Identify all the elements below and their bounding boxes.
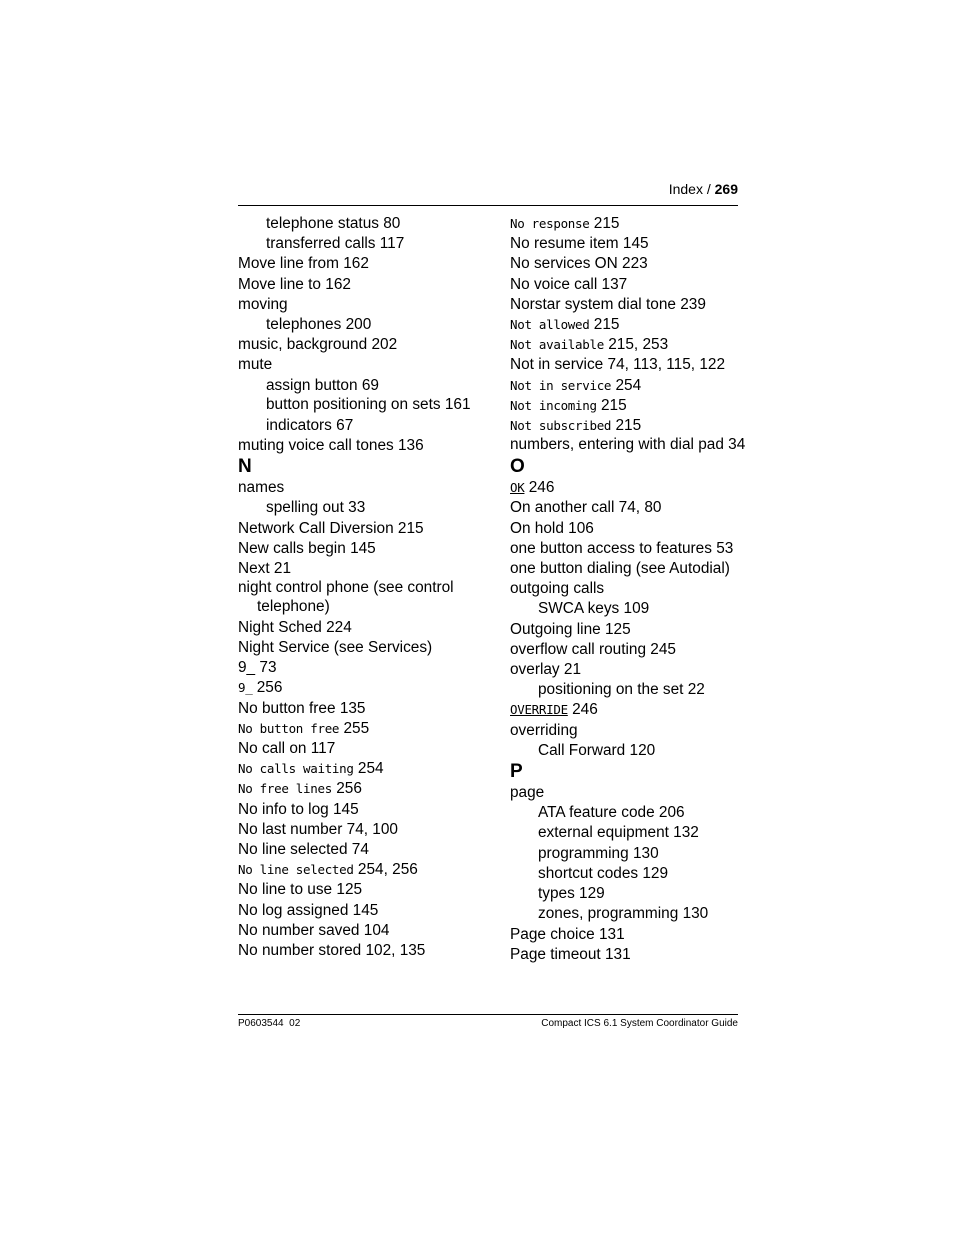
page-refs: 215	[589, 215, 620, 232]
index-entry: No resume item 145	[510, 235, 649, 253]
display-text: No button free	[238, 720, 340, 736]
page-refs: 254	[353, 760, 384, 778]
index-subentry: spelling out 33	[266, 499, 366, 517]
index-subentry: assign button 69	[266, 376, 379, 394]
index-entry: On hold 106	[510, 519, 594, 537]
index-entry: one button dialing (see Autodial)	[510, 560, 730, 578]
index-subentry: programming 130	[538, 844, 659, 862]
index-entry: No last number 74, 100	[238, 820, 398, 838]
index-entry: Night Service (see Services)	[238, 638, 433, 656]
page-refs: 256	[331, 780, 362, 798]
display-text: 9_	[238, 680, 253, 696]
display-text: Not subscribed	[510, 418, 612, 434]
index-subentry: types 129	[538, 885, 605, 903]
index-entry: Move line from 162	[238, 255, 369, 273]
display-text: Not allowed	[510, 317, 590, 333]
running-head	[669, 181, 738, 197]
footer-rule	[238, 1014, 738, 1015]
index-entry: Next 21	[238, 560, 292, 578]
index-subentry: Call Forward 120	[538, 741, 656, 759]
index-subentry: ATA feature code 206	[538, 804, 685, 822]
index-entry: overriding	[510, 721, 578, 739]
index-entry: New calls begin 145	[238, 539, 376, 557]
index-entry	[510, 396, 750, 416]
index-entry	[238, 779, 488, 799]
index-entry: No voice call 137	[510, 275, 628, 293]
index-entry: one button access to features 53	[510, 539, 734, 557]
index-entry: music, background 202	[238, 336, 398, 354]
index-letter-heading: O	[510, 456, 525, 478]
index-entry: Norstar system dial tone 239	[510, 295, 706, 313]
index-entry: No button free 135	[238, 699, 366, 717]
page-number: 269	[714, 181, 738, 197]
index-subentry: button positioning on sets 161	[266, 395, 471, 413]
display-text: OK	[510, 480, 525, 496]
display-text: No line selected	[238, 862, 354, 878]
index-entry: Move line to 162	[238, 275, 351, 293]
page-refs: 254, 256	[353, 861, 418, 879]
index-entry: page	[510, 784, 545, 802]
index-entry: numbers, entering with dial pad 34	[510, 436, 746, 454]
page-refs: 255	[339, 719, 370, 737]
index-entry: Not in service 74, 113, 115, 122	[510, 356, 726, 374]
index-subentry: telephones 200	[266, 316, 372, 334]
index-entry	[238, 860, 488, 880]
display-text: No response	[510, 216, 590, 231]
index-column-left	[238, 214, 488, 961]
index-entry: overflow call routing 245	[510, 640, 676, 658]
index-entry: No number saved 104	[238, 921, 390, 939]
index-entry: No line to use 125	[238, 881, 363, 899]
index-entry: No services ON 223	[510, 255, 648, 273]
index-entry: muting voice call tones 136	[238, 437, 424, 455]
index-entry: moving	[238, 295, 288, 313]
section-title: Index	[668, 181, 703, 197]
display-text: Not in service	[510, 377, 612, 393]
index-entry	[510, 315, 750, 335]
index-subentry: transferred calls 117	[266, 235, 405, 253]
doc-number: P0603544 02	[238, 1018, 301, 1029]
page-refs: 254	[611, 376, 642, 394]
index-entry: No info to log 145	[238, 800, 359, 818]
index-entry: Outgoing line 125	[510, 620, 631, 638]
index-entry	[510, 376, 750, 396]
page-header	[238, 181, 738, 199]
header-rule	[238, 205, 738, 206]
index-entry: 9_ 73	[238, 659, 277, 677]
page-refs: 215	[596, 396, 627, 414]
page-refs: 215	[611, 417, 642, 435]
index-subentry: external equipment 132	[538, 824, 699, 842]
index-entry: mute	[238, 356, 273, 374]
guide-title: Compact ICS 6.1 System Coordinator Guide	[541, 1018, 738, 1029]
index-entry: No call on 117	[238, 739, 336, 757]
index-entry: Page timeout 131	[510, 945, 631, 963]
index-subentry: SWCA keys 109	[538, 600, 650, 618]
index-entry: No log assigned 145	[238, 901, 379, 919]
index-subentry: zones, programming 130	[538, 905, 709, 923]
index-entry: night control phone (see control telephone)	[238, 579, 454, 615]
index-entry: names	[238, 479, 285, 497]
index-entry	[238, 678, 488, 698]
index-entry: Page choice 131	[510, 925, 625, 943]
display-text: No calls waiting	[238, 761, 354, 777]
index-subentry: telephone status 80	[266, 215, 401, 232]
header-separator: /	[706, 181, 711, 197]
index-letter-heading: P	[510, 761, 523, 783]
index-entry: Night Sched 224	[238, 618, 352, 636]
page-refs: 215	[589, 316, 620, 334]
page-refs: 246	[567, 701, 598, 719]
index-entry	[510, 700, 750, 720]
index-subentry: shortcut codes 129	[538, 864, 669, 882]
page-refs: 215, 253	[603, 336, 669, 354]
index-entry	[238, 759, 488, 779]
page-refs: 256	[252, 679, 283, 697]
display-text: OVERRIDE	[510, 702, 568, 718]
index-entry: No number stored 102, 135	[238, 942, 426, 959]
index-column-right	[510, 214, 750, 965]
index-entry: overlay 21	[510, 661, 582, 679]
display-text: No free lines	[238, 781, 332, 797]
display-text: Not incoming	[510, 397, 597, 413]
index-subentry: indicators 67	[266, 416, 354, 434]
index-entry	[238, 719, 488, 739]
index-entry	[510, 416, 750, 436]
index-entry	[510, 335, 750, 355]
index-entry: No line selected 74	[238, 840, 369, 858]
index-subentry: positioning on the set 22	[538, 681, 705, 699]
index-entry: outgoing calls	[510, 580, 605, 598]
display-text: Not available	[510, 337, 604, 353]
index-entry	[510, 478, 750, 498]
index-entry: On another call 74, 80	[510, 499, 662, 517]
index-entry: Network Call Diversion 215	[238, 519, 424, 537]
index-entry	[510, 214, 750, 234]
index-letter-heading: N	[238, 456, 252, 478]
page-refs: 246	[524, 479, 555, 497]
